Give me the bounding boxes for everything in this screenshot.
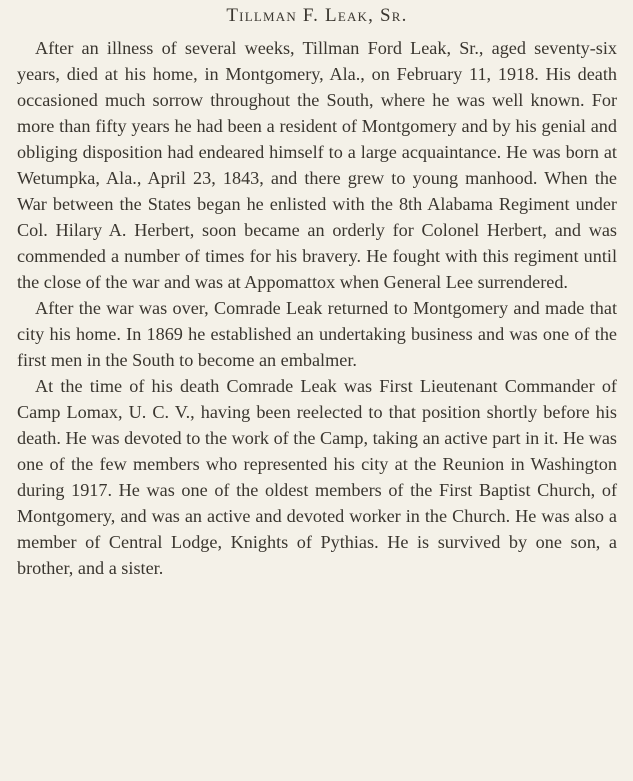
paragraph-post-war: After the war was over, Comrade Leak returned to Montgomery and made that city his home. In 1869 he established an undertaking business and was one of the first men in the South to become an embalmer. bbox=[17, 298, 617, 370]
article-title: Tillman F. Leak, Sr. bbox=[226, 5, 408, 26]
paragraph-death-notice: After an illness of several weeks, Tillman Ford Leak, Sr., aged seventy-six years, died at his home, in Montgomery, Ala., on February 11, 1918. His death occasioned much sorrow throughout the South, where he was well known. For more than fifty years he had been a resident of Montgomery and by his genial and obliging disposition had endeared himself to a large acquaintance. He was born at Wetumpka, Ala., April 23, 1843, and there grew to young manhood. When the War between the States began he enlisted with the 8th Alabama Regiment under Col. Hilary A. Herbert, soon became an orderly for Colonel Herbert, and was commended a number of times for his bravery. He fought with this regiment until the close of the war and was at Appomattox when General Lee surrendered. bbox=[17, 38, 617, 292]
paragraph-camp-service: At the time of his death Comrade Leak was First Lieutenant Commander of Camp Lomax, U. C. V., having been reelected to that position shortly before his death. He was devoted to the work of the Camp, taking an active part in it. He was one of the few members who represented his city at the Reunion in Washington during 1917. He was one of the oldest members of the First Baptist Church, of Montgomery, and was an active and devoted worker in the Church. He was also a member of Central Lodge, Knights of Pythias. He is survived by one son, a brother, and a sister. bbox=[17, 376, 618, 578]
